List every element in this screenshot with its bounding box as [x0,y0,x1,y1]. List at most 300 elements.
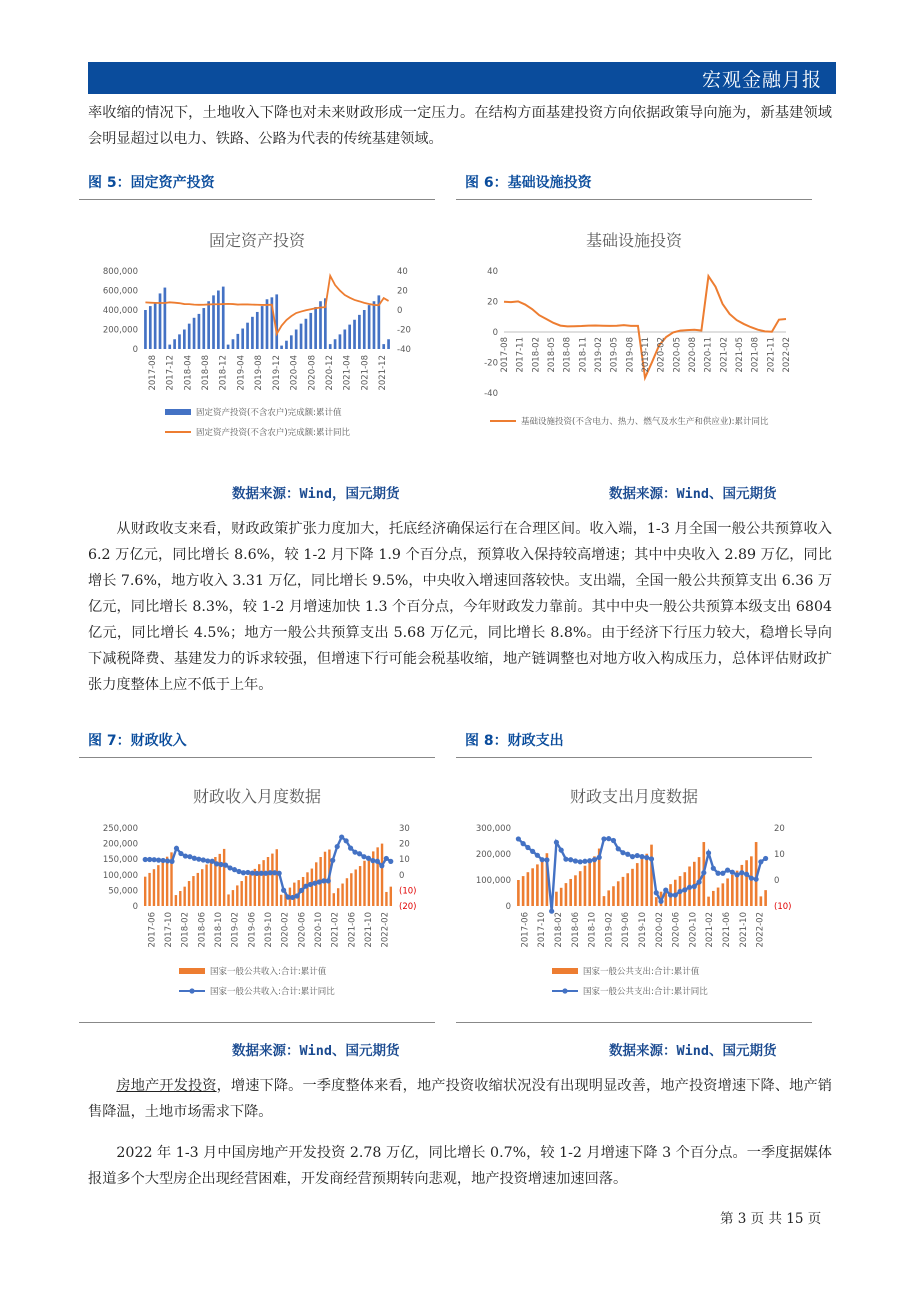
x-tick-label: 2018-08 [562,337,573,373]
line-point [285,895,290,900]
x-tick-label: 2019-06 [621,912,632,948]
bar [227,894,229,906]
bar [560,888,563,906]
y-left-tick-label: 0 [132,902,138,912]
bar [306,872,308,906]
line-point [663,888,668,893]
bar [164,288,167,349]
x-tick-label: 2020-06 [671,912,682,948]
report-title: 宏观金融月报 [701,69,822,91]
line-point [544,857,549,862]
intro-paragraph: 率收缩的情况下，土地收入下降也对未来财政形成一定压力。在结构方面基建投资方向依据政策导向施为，新基建领域会明显超过以电力、铁路、公路为代表的传统基建领域。 [88,105,832,147]
bar [271,854,273,906]
bar [588,861,591,906]
bar [745,860,748,906]
line-point [290,895,295,900]
line-point [625,852,630,857]
x-tick-label: 2020-04 [289,355,300,391]
bar [280,346,283,349]
y-tick-label: -40 [484,389,498,399]
bar [222,287,225,349]
fig8-label: 图 8：财政支出 [465,733,564,749]
line-point [611,838,616,843]
y-right-tick-label: 20 [399,839,410,850]
line-point [299,888,304,893]
bar [207,301,210,349]
line-point [147,857,152,862]
line-point [706,850,711,855]
real-estate-text: ，增速下降。一季度整体来看，地产投资收缩状况没有出现明显改善，地产投资增速下降、地产销售降温，土地市场需求下降。 [88,1078,832,1120]
y-left-tick-label: 100,000 [102,870,138,881]
fig8-bottom-rule [456,1022,812,1023]
x-tick-label: 2020-02 [654,912,665,948]
bar [707,897,710,906]
legend-swatch-marker [189,988,194,993]
line-point [201,857,206,862]
line-point [250,870,255,875]
bar [168,345,171,349]
bar [249,873,251,906]
bar [251,317,254,349]
x-tick-label: 2018-11 [578,337,589,373]
chart-title: 固定资产投资 [208,231,306,250]
fig5-source: 数据来源：Wind，国元期货 [232,486,400,502]
bar [309,313,312,349]
line-point [687,885,692,890]
bar [353,320,356,349]
line-point [254,871,259,876]
bar [333,893,335,906]
y-left-tick-label: 200,000 [102,325,138,336]
chart-title: 财政收入月度数据 [192,787,322,806]
x-tick-label: 2018-05 [547,337,557,373]
y-right-tick-label: 20 [397,286,408,297]
line-point [739,870,744,875]
y-tick-label: 40 [487,267,498,277]
x-tick-label: 2020-06 [297,912,308,948]
line-point [535,853,540,858]
bar [166,857,168,906]
bar [314,307,317,349]
line-point [339,834,344,839]
bar [373,301,376,349]
bar [262,860,264,906]
line-point [227,865,232,870]
bar [227,345,230,349]
x-tick-label: 2018-10 [214,912,224,948]
line-point [232,867,237,872]
bar [760,896,763,906]
x-tick-label: 2022-02 [380,912,391,948]
bar [363,310,366,349]
line-point [214,861,219,866]
fiscal-paragraph: 从财政收支来看，财政政策扩张力度加大，托底经济确保运行在合理区间。收入端，1-3 月全国一般公共预算收入 6.2 万亿元，同比增长 8.6%，较 1-2 月下降 1.9 个百分点，预算收入保持较高增速；其中中央收入 2.89 万亿，同比增长 7.6%，地方收入 3.31 万亿，同比增长 9.5%，中央收入增速回落较快。支出端，全国一般公共预算支出 6.36 万亿元，同比增长 8.3%，较 1-2 月增速加快 1.3 个百分点，今年财政发力靠前。其中中央一般公共预算本级支出 6804 亿元，同比增长 4.5%；地方一般公共预算支出 5.68 万亿元，同比增长 8.8%。由于经济下行压力较大，稳增长导向下减税降费、基建发力的诉求较强，但增速下行可能会税基收缩，地产链调整也对地方收入构成压力，总体评估财政扩张力度整体上应不低于上年。 [88,521,833,693]
x-tick-label: 2021-11 [766,337,777,373]
fig5-label: 图 5：固定资产投资 [88,175,215,191]
bar [232,890,234,906]
line-point [370,858,375,863]
line-point [763,856,768,861]
x-tick-label: 2018-02 [531,337,542,373]
x-tick-label: 2019-11 [641,337,651,373]
bar [764,890,767,906]
bar [198,314,201,349]
y-right-tick-label: 0 [397,306,403,316]
x-tick-label: 2018-08 [201,355,211,391]
bar [712,891,715,906]
x-tick-label: 2021-06 [347,912,358,948]
x-tick-label: 2021-08 [360,355,371,391]
bar [258,864,260,906]
y-right-tick-label: -20 [397,325,411,336]
fig6-chart [456,200,812,460]
line-point [272,870,277,875]
line-point [734,872,739,877]
y-left-tick-label: 600,000 [102,286,138,297]
y-left-tick-label: 250,000 [102,824,138,834]
legend-label: 国家一般公共支出:合计:累计同比 [583,987,708,997]
bar [346,878,348,906]
line-point [312,881,317,886]
bar [390,887,392,906]
bar [574,875,577,906]
header-bar [88,62,836,94]
fig6-source: 数据来源：Wind、国元期货 [609,486,777,502]
line-point [692,884,697,889]
bar [584,866,587,906]
line-point [259,871,264,876]
legend-label: 国家一般公共支出:合计:累计值 [583,967,700,977]
x-tick-label: 2020-11 [703,337,714,373]
line-point [620,850,625,855]
line-point [749,876,754,881]
bar [555,892,558,906]
fig7-chart [79,758,435,1022]
line-point [696,879,701,884]
bar [603,896,606,906]
bar [232,339,235,349]
line-point [156,858,161,863]
line-point [744,872,749,877]
bar [717,888,720,906]
real-estate-paragraph-1 [88,1073,832,1125]
line-point [219,862,224,867]
bar [280,895,282,906]
line-point [152,857,157,862]
x-tick-label: 2019-06 [247,912,258,948]
line-point [236,869,241,874]
x-tick-label: 2020-10 [314,912,324,948]
line-point [677,889,682,894]
y-right-tick-label: 20 [774,824,785,834]
bar [645,854,648,906]
bar [295,330,298,350]
legend-label: 国家一般公共收入:合计:累计值 [210,967,327,977]
bar [355,869,357,906]
y-right-tick-label: 0 [399,870,405,881]
fig6-label: 图 6：基础设施投资 [465,175,592,191]
bar [183,887,185,906]
fig7-bottom-rule [79,1022,435,1023]
y-right-tick-label: 10 [774,850,785,860]
x-tick-label: 2017-10 [164,912,174,948]
fig8-source: 数据来源：Wind、国元期货 [609,1043,777,1059]
bar [202,308,205,349]
line-point [335,844,340,849]
line-point [644,855,649,860]
line-point [601,836,606,841]
x-tick-label: 2021-08 [750,337,761,373]
bar [517,880,520,906]
bar [173,339,176,349]
x-tick-label: 2021-12 [378,355,389,391]
bar [617,881,620,906]
line-point [758,859,763,864]
y-tick-label: 20 [487,297,498,308]
bar [337,888,339,906]
y-left-tick-label: 150,000 [102,855,138,866]
bar [341,884,343,906]
x-tick-label: 2019-02 [230,912,241,948]
bar [256,312,259,349]
x-tick-label: 2017-10 [537,912,548,948]
line-point [160,858,165,863]
bar [731,875,734,906]
line-point [578,859,583,864]
legend-label: 固定资产投资(不含农户)完成额:累计同比 [196,428,350,438]
line-point [321,878,326,883]
bar [631,869,634,906]
bar [626,873,629,906]
x-tick-label: 2021-05 [735,337,745,373]
line-point [317,879,322,884]
legend-swatch-marker [562,988,567,993]
line-point [715,871,720,876]
bar [183,330,186,350]
bar [178,334,181,349]
x-tick-label: 2017-08 [500,337,510,373]
line-point [388,859,393,864]
line-point [582,859,587,864]
bar [240,881,242,906]
bar [285,341,288,349]
line-point [635,853,640,858]
line-point [658,899,663,904]
legend-label: 固定资产投资(不含农户)完成额:累计值 [196,408,342,418]
line-point [375,859,380,864]
line-point [263,871,268,876]
line-point [516,836,521,841]
line-point [277,871,282,876]
bar [162,861,164,906]
x-tick-label: 2018-04 [183,355,194,391]
bar [246,323,249,349]
bar [343,330,346,350]
bar [157,865,159,906]
bar [579,871,582,906]
bar [607,890,610,906]
x-tick-label: 2020-02 [656,337,667,373]
legend-label: 国家一般公共收入:合计:累计同比 [210,987,335,997]
y-left-tick-label: 300,000 [475,824,511,834]
x-tick-label: 2021-02 [705,912,716,948]
line-point [143,857,148,862]
x-tick-label: 2021-02 [330,912,341,948]
x-tick-label: 2021-10 [364,912,374,948]
bar [192,876,194,906]
line-point [668,892,673,897]
bar [650,845,653,906]
x-tick-label: 2022-02 [782,337,792,373]
line-point [344,838,349,843]
line-point [682,887,687,892]
line-point [361,854,366,859]
real-estate-paragraph-2: 2022 年 1-3 月中国房地产开发投资 2.78 万亿，同比增长 0.7%，较 1-2 月增速下降 3 个百分点。一季度据媒体报道多个大型房企出现经营困难，开发商经营预期转向悲观，地产投资增速加速回落。 [88,1145,832,1187]
bar [188,324,191,349]
bar [175,895,177,906]
bar [159,293,162,349]
y-left-tick-label: 800,000 [102,267,138,277]
y-left-tick-label: 0 [505,902,511,912]
line-point [326,878,331,883]
bar [612,886,615,906]
line-point [568,857,573,862]
line-point [654,890,659,895]
y-tick-label: 0 [492,328,498,338]
bar [359,866,361,906]
bar [267,857,269,906]
line-point [223,863,228,868]
line-point [294,893,299,898]
bar [636,863,639,906]
bar [290,335,293,349]
line-point [563,857,568,862]
bar [193,318,196,349]
line-point [187,854,192,859]
line-point [701,870,706,875]
line-point [379,863,384,868]
bar [541,861,544,907]
y-right-tick-label: -40 [397,345,411,355]
y-left-tick-label: 0 [132,345,138,355]
x-tick-label: 2018-02 [180,912,191,948]
x-tick-label: 2017-06 [520,912,531,948]
y-right-tick-label: 0 [774,876,780,886]
x-tick-label: 2017-11 [515,337,526,373]
y-right-tick-label: (10) [399,886,417,897]
line-point [554,840,559,845]
line-point [530,849,535,854]
bar [219,854,221,906]
x-tick-label: 2022-02 [755,912,766,948]
x-tick-label: 2020-08 [307,355,318,391]
line-point [174,846,179,851]
x-tick-label: 2020-02 [280,912,291,948]
line-point [616,846,621,851]
line-point [178,851,183,856]
bar [210,860,212,906]
bar [622,877,625,906]
bar [275,294,278,349]
line-point [241,870,246,875]
line-point [525,845,530,850]
x-tick-label: 2019-02 [604,912,615,948]
bar [188,881,190,906]
bar [149,306,152,349]
bar [726,878,729,906]
bar [236,885,238,906]
y-left-tick-label: 200,000 [475,850,511,860]
x-tick-label: 2019-04 [236,355,247,391]
bar [641,858,644,906]
line-point [649,856,654,861]
line-point [210,859,215,864]
bar [223,849,225,906]
y-left-tick-label: 50,000 [108,886,138,897]
line-point [183,853,188,858]
line-point [630,854,635,859]
line-point [720,871,725,876]
bar [236,334,239,349]
bar [593,856,596,906]
line-point [352,850,357,855]
line-point [521,841,526,846]
legend-swatch-bar [552,968,578,974]
fig7-label: 图 7：财政收入 [88,733,187,749]
bar [179,891,181,906]
line-point [592,857,597,862]
line-point [303,884,308,889]
line-point [308,882,313,887]
y-right-tick-label: (10) [774,902,792,912]
bar [750,856,753,906]
bar [201,869,203,906]
chart-title: 财政支出月度数据 [569,787,699,806]
bar [311,869,313,906]
bar [358,315,361,349]
x-tick-label: 2019-02 [594,337,604,373]
legend-label: 基础设施投资(不含电力、热力、燃气及水生产和供应业):累计同比 [521,417,769,427]
bar [376,847,378,906]
x-tick-label: 2018-06 [570,912,581,948]
y-left-tick-label: 100,000 [475,876,511,886]
line-point [205,858,210,863]
x-tick-label: 2020-12 [325,355,335,391]
bar [339,334,342,349]
x-tick-label: 2017-08 [147,355,158,391]
x-tick-label: 2018-10 [587,912,598,948]
bar [722,883,725,906]
line-point [711,866,716,871]
bar [241,329,244,349]
line-point [169,859,174,864]
line-point [754,877,759,882]
bar [363,861,365,906]
line-point [573,858,578,863]
line-point [597,855,602,860]
bar [305,319,308,349]
y-right-tick-label: 10 [399,855,410,866]
line-point [196,857,201,862]
line-point [366,856,371,861]
x-tick-label: 2021-02 [719,337,730,373]
bar [381,844,383,906]
bar [334,339,337,349]
bar [245,876,247,906]
line-point [725,868,730,873]
bar [217,291,220,350]
x-tick-label: 2019-05 [609,337,620,373]
